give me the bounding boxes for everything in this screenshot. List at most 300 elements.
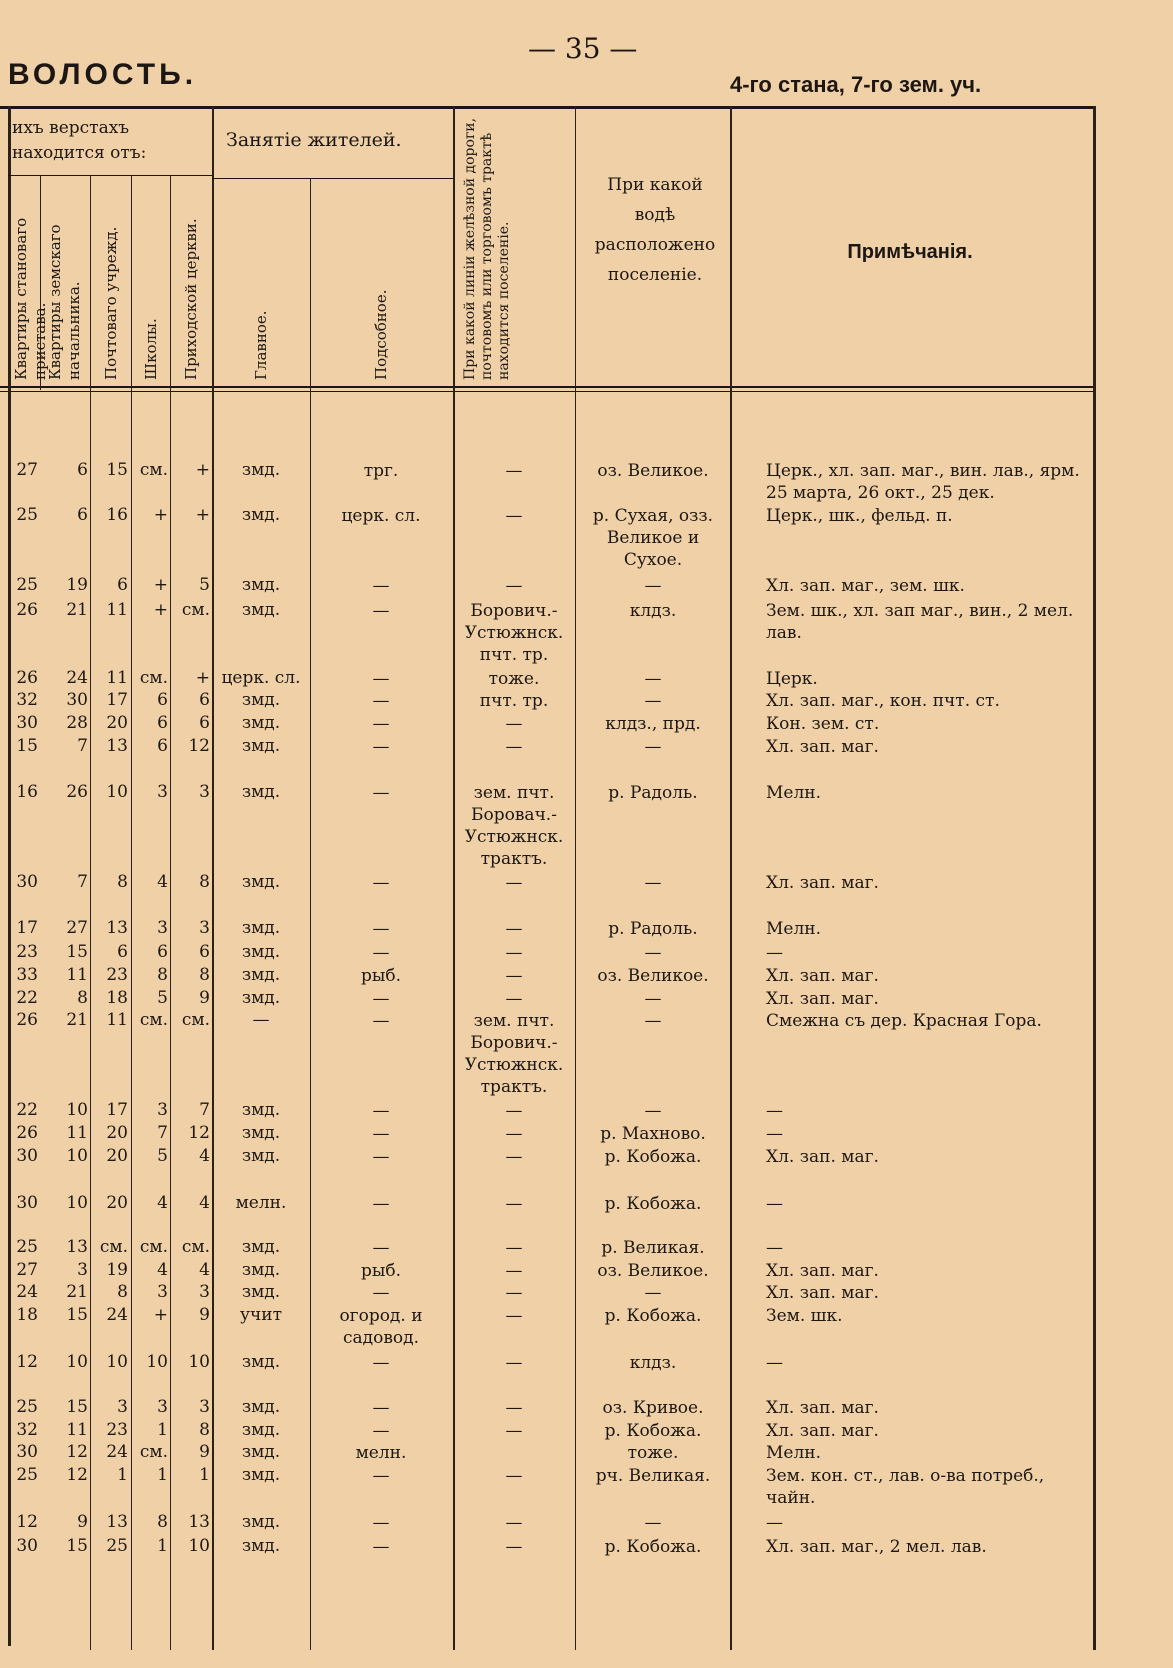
header-bottom-rule xyxy=(0,386,1095,388)
cell-p: 25 xyxy=(16,1465,38,1485)
cell-main: змд. xyxy=(241,965,281,985)
cell-water: р. Кобожа. xyxy=(604,1421,702,1441)
cell-notes: Мелн. xyxy=(766,919,822,939)
cell-c: 12 xyxy=(188,736,210,756)
cell-z: 30 xyxy=(66,690,88,710)
cell-main: церк. сл. xyxy=(221,668,301,688)
cell-p: 26 xyxy=(16,1123,38,1143)
cell-aux: — xyxy=(372,1101,390,1121)
cell-c: 6 xyxy=(199,942,210,962)
cell-po: 13 xyxy=(106,736,128,756)
cell-road: — xyxy=(505,1513,523,1533)
cell-c: 3 xyxy=(199,918,210,938)
cell-p: 12 xyxy=(16,1512,38,1532)
cell-z: 24 xyxy=(66,668,88,688)
cell-s: 3 xyxy=(157,1397,168,1417)
cell-s: 6 xyxy=(157,736,168,756)
cell-c: 10 xyxy=(188,1536,210,1556)
cell-aux: — xyxy=(372,943,390,963)
cell-main: змд. xyxy=(241,713,281,733)
cell-p: 30 xyxy=(16,1193,38,1213)
cell-z: 7 xyxy=(77,736,88,756)
cell-po: 23 xyxy=(106,1420,128,1440)
cell-po: 17 xyxy=(106,1100,128,1120)
cell-notes: Смежна съ дер. Красная Гора. xyxy=(766,1011,1042,1031)
cell-s: 6 xyxy=(157,713,168,733)
top-rule xyxy=(0,106,1095,109)
cell-main: змд. xyxy=(241,782,281,802)
cell-p: 26 xyxy=(16,668,38,688)
cell-z: 19 xyxy=(66,575,88,595)
cell-po: 11 xyxy=(106,1010,128,1030)
cell-water: — xyxy=(644,1101,662,1121)
cell-p: 30 xyxy=(16,1536,38,1556)
cell-aux: — xyxy=(372,1353,390,1373)
cell-road: — xyxy=(505,461,523,481)
cell-notes: Церк. xyxy=(766,669,818,689)
cell-notes: Хл. зап. маг. xyxy=(766,873,879,893)
col-post-header: Почтоваго учрежд. xyxy=(102,226,120,380)
cell-notes: — xyxy=(766,1194,783,1214)
cell-notes: — xyxy=(766,943,783,963)
cell-s: см. xyxy=(139,1237,168,1257)
cell-c: 3 xyxy=(199,782,210,802)
cell-aux: — xyxy=(372,576,390,596)
cell-c: + xyxy=(195,668,210,688)
cell-po: 6 xyxy=(117,942,128,962)
cell-water: р. Радоль. xyxy=(608,783,698,803)
cell-main: змд. xyxy=(241,575,281,595)
cell-aux: — xyxy=(372,691,390,711)
cell-notes: Церк., шк., фельд. п. xyxy=(766,506,953,526)
cell-water: оз. Великое. xyxy=(597,966,709,986)
cell-road: — xyxy=(505,1353,523,1373)
cell-po: 8 xyxy=(117,872,128,892)
cell-p: 25 xyxy=(16,505,38,525)
cell-road: — xyxy=(505,1398,523,1418)
cell-notes: Кон. зем. ст. xyxy=(766,714,880,734)
page-title: ВОЛОСТЬ. xyxy=(8,58,198,91)
cell-water: — xyxy=(644,576,662,596)
cell-po: 24 xyxy=(106,1305,128,1325)
cell-s: 4 xyxy=(157,872,168,892)
cell-road: — xyxy=(505,989,523,1009)
cell-po: 20 xyxy=(106,1123,128,1143)
cell-main: змд. xyxy=(241,1237,281,1257)
cell-aux: — xyxy=(372,714,390,734)
cell-main: змд. xyxy=(241,872,281,892)
cell-aux: — xyxy=(372,1466,390,1486)
cell-water: — xyxy=(644,1283,662,1303)
cell-main: змд. xyxy=(241,1146,281,1166)
cell-z: 3 xyxy=(77,1260,88,1280)
cell-main: змд. xyxy=(241,1512,281,1532)
cell-aux: — xyxy=(372,601,390,621)
cell-water: клдз. xyxy=(629,601,677,621)
cell-po: 15 xyxy=(106,460,128,480)
cell-aux: трг. xyxy=(363,461,399,481)
cell-aux: — xyxy=(372,873,390,893)
col-water-header: При какой водѣ расположено поселеніе. xyxy=(594,175,716,285)
cell-s: 3 xyxy=(157,1100,168,1120)
cell-s: см. xyxy=(139,1010,168,1030)
cell-road: зем. пчт. Боровач.-Устюжнск. трактъ. xyxy=(464,783,564,869)
cell-main: змд. xyxy=(241,1123,281,1143)
cell-p: 26 xyxy=(16,1010,38,1030)
cell-road: — xyxy=(505,576,523,596)
cell-road: — xyxy=(505,1238,523,1258)
cell-c: см. xyxy=(181,1237,210,1257)
col-notes-header: Примѣчанія. xyxy=(847,241,973,263)
cell-s: + xyxy=(153,1305,168,1325)
cell-water: рч. Великая. xyxy=(595,1466,711,1486)
cell-po: 17 xyxy=(106,690,128,710)
cell-water: — xyxy=(644,691,662,711)
stan-label: 4-го стана, 7-го зем. уч. xyxy=(730,72,982,97)
cell-aux: — xyxy=(372,669,390,689)
cell-p: 24 xyxy=(16,1282,38,1302)
cell-water: р. Кобожа. xyxy=(604,1147,702,1167)
cell-road: — xyxy=(505,943,523,963)
cell-c: 8 xyxy=(199,1420,210,1440)
cell-road: — xyxy=(505,1124,523,1144)
cell-po: 8 xyxy=(117,1282,128,1302)
cell-s: 6 xyxy=(157,690,168,710)
cell-main: змд. xyxy=(241,1442,281,1462)
cell-s: 8 xyxy=(157,965,168,985)
cell-z: 9 xyxy=(77,1512,88,1532)
cell-p: 32 xyxy=(16,690,38,710)
cell-p: 22 xyxy=(16,1100,38,1120)
cell-p: 15 xyxy=(16,736,38,756)
cell-aux: — xyxy=(372,919,390,939)
cell-main: змд. xyxy=(241,1352,281,1372)
cell-aux: — xyxy=(372,1513,390,1533)
cell-road: — xyxy=(505,1261,523,1281)
cell-po: 1 xyxy=(117,1465,128,1485)
cell-water: р. Кобожа. xyxy=(604,1306,702,1326)
cell-water: — xyxy=(644,943,662,963)
cell-p: 17 xyxy=(16,918,38,938)
cell-c: + xyxy=(195,505,210,525)
cell-main: змд. xyxy=(241,690,281,710)
cell-p: 30 xyxy=(16,1146,38,1166)
cell-water: — xyxy=(644,737,662,757)
cell-main: змд. xyxy=(241,1465,281,1485)
cell-water: р. Кобожа. xyxy=(604,1194,702,1214)
cell-road: — xyxy=(505,1194,523,1214)
cell-po: 3 xyxy=(117,1397,128,1417)
cell-road: Борович.-Устюжнск. пчт. тр. xyxy=(464,601,564,665)
cell-aux: — xyxy=(372,1194,390,1214)
cell-main: мелн. xyxy=(235,1193,287,1213)
cell-z: 15 xyxy=(66,1397,88,1417)
cell-s: 5 xyxy=(157,988,168,1008)
cell-c: 8 xyxy=(199,965,210,985)
col-road-header: При какой линіи желѣзной дороги, почтовомъ или торговомъ трактѣ находится поселеніе. xyxy=(462,117,512,380)
cell-aux: — xyxy=(372,1147,390,1167)
col-pristav-header: Квартиры становаго пристава. xyxy=(12,217,49,380)
cell-p: 23 xyxy=(16,942,38,962)
cell-aux: — xyxy=(372,1398,390,1418)
cell-s: 3 xyxy=(157,782,168,802)
cell-aux: — xyxy=(372,1537,390,1557)
cell-z: 12 xyxy=(66,1442,88,1462)
cell-z: 11 xyxy=(66,965,88,985)
cell-water: оз. Кривое. xyxy=(602,1398,704,1418)
cell-notes: Хл. зап. маг. xyxy=(766,989,879,1009)
group-rule xyxy=(8,175,212,176)
cell-c: 9 xyxy=(199,988,210,1008)
cell-po: см. xyxy=(99,1237,128,1257)
cell-c: 12 xyxy=(188,1123,210,1143)
cell-main: змд. xyxy=(241,942,281,962)
cell-s: + xyxy=(153,600,168,620)
cell-road: — xyxy=(505,1537,523,1557)
cell-z: 13 xyxy=(66,1237,88,1257)
cell-z: 15 xyxy=(66,942,88,962)
cell-main: змд. xyxy=(241,1397,281,1417)
cell-po: 19 xyxy=(106,1260,128,1280)
cell-c: 10 xyxy=(188,1352,210,1372)
cell-notes: Зем. шк. xyxy=(766,1306,843,1326)
cell-c: см. xyxy=(181,600,210,620)
cell-s: 1 xyxy=(157,1536,168,1556)
cell-p: 26 xyxy=(16,600,38,620)
cell-s: см. xyxy=(139,668,168,688)
cell-road: — xyxy=(505,714,523,734)
cell-z: 15 xyxy=(66,1536,88,1556)
cell-z: 15 xyxy=(66,1305,88,1325)
cell-road: зем. пчт. Борович.-Устюжнск. трактъ. xyxy=(464,1011,564,1097)
cell-water: — xyxy=(644,1011,662,1031)
cell-p: 22 xyxy=(16,988,38,1008)
cell-p: 32 xyxy=(16,1420,38,1440)
cell-water: — xyxy=(644,1513,662,1533)
cell-notes: Зем. шк., хл. зап маг., вин., 2 мел. лав. xyxy=(766,601,1074,643)
cell-s: см. xyxy=(139,460,168,480)
cell-z: 7 xyxy=(77,872,88,892)
cell-road: — xyxy=(505,1283,523,1303)
cell-main: змд. xyxy=(241,1536,281,1556)
cell-po: 18 xyxy=(106,988,128,1008)
cell-aux: — xyxy=(372,1124,390,1144)
cell-notes: Хл. зап. маг. xyxy=(766,1421,879,1441)
cell-main: змд. xyxy=(241,600,281,620)
cell-water: клдз. xyxy=(629,1353,677,1373)
cell-po: 20 xyxy=(106,713,128,733)
cell-p: 27 xyxy=(16,1260,38,1280)
cell-notes: — xyxy=(766,1513,783,1533)
cell-po: 10 xyxy=(106,782,128,802)
cell-s: + xyxy=(153,505,168,525)
cell-z: 27 xyxy=(66,918,88,938)
cell-z: 11 xyxy=(66,1420,88,1440)
cell-z: 8 xyxy=(77,988,88,1008)
occupation-group-header: Занятіе жителей. xyxy=(226,129,402,151)
cell-water: клдз., прд. xyxy=(605,714,701,734)
cell-c: 6 xyxy=(199,713,210,733)
grid-line xyxy=(1093,106,1096,1650)
cell-po: 16 xyxy=(106,505,128,525)
cell-c: 6 xyxy=(199,690,210,710)
cell-po: 13 xyxy=(106,918,128,938)
cell-main: змд. xyxy=(241,988,281,1008)
cell-p: 33 xyxy=(16,965,38,985)
cell-z: 26 xyxy=(66,782,88,802)
cell-c: + xyxy=(195,460,210,480)
cell-c: 7 xyxy=(199,1100,210,1120)
cell-aux: церк. сл. xyxy=(341,506,421,526)
cell-water: р. Сухая, озз. Великое и Сухое. xyxy=(592,506,714,570)
cell-po: 6 xyxy=(117,575,128,595)
cell-s: 8 xyxy=(157,1512,168,1532)
cell-po: 11 xyxy=(106,600,128,620)
cell-s: 6 xyxy=(157,942,168,962)
header-bottom-rule-2 xyxy=(0,391,1095,392)
cell-notes: Хл. зап. маг. xyxy=(766,1398,879,1418)
cell-z: 10 xyxy=(66,1193,88,1213)
cell-notes: — xyxy=(766,1101,783,1121)
cell-main: змд. xyxy=(241,1260,281,1280)
cell-s: 4 xyxy=(157,1193,168,1213)
cell-s: 10 xyxy=(146,1352,168,1372)
cell-po: 10 xyxy=(106,1352,128,1372)
cell-z: 6 xyxy=(77,460,88,480)
cell-po: 11 xyxy=(106,668,128,688)
cell-c: 8 xyxy=(199,872,210,892)
cell-road: — xyxy=(505,1101,523,1121)
cell-s: 1 xyxy=(157,1465,168,1485)
cell-s: 3 xyxy=(157,1282,168,1302)
cell-notes: Зем. кон. ст., лав. о-ва потреб., чайн. xyxy=(766,1466,1045,1508)
grid-line xyxy=(575,106,576,1650)
cell-z: 6 xyxy=(77,505,88,525)
cell-road: пчт. тр. xyxy=(479,691,549,711)
cell-z: 21 xyxy=(66,1010,88,1030)
cell-aux: рыб. xyxy=(360,966,402,986)
cell-s: 1 xyxy=(157,1420,168,1440)
cell-c: см. xyxy=(181,1010,210,1030)
cell-main: змд. xyxy=(241,460,281,480)
cell-p: 12 xyxy=(16,1352,38,1372)
cell-road: — xyxy=(505,1306,523,1326)
grid-line xyxy=(310,178,311,1650)
cell-p: 25 xyxy=(16,1397,38,1417)
col-aux-header: Подсобное. xyxy=(372,289,390,380)
cell-notes: Хл. зап. маг. xyxy=(766,1283,879,1303)
cell-road: — xyxy=(505,1466,523,1486)
cell-aux: рыб. xyxy=(360,1261,402,1281)
cell-p: 16 xyxy=(16,782,38,802)
cell-aux: — xyxy=(372,1283,390,1303)
cell-po: 25 xyxy=(106,1536,128,1556)
cell-water: р. Кобожа. xyxy=(604,1537,702,1557)
cell-notes: Церк., хл. зап. маг., вин. лав., ярм. 25 марта, 26 окт., 25 дек. xyxy=(766,461,1080,503)
cell-z: 10 xyxy=(66,1100,88,1120)
cell-notes: Хл. зап. маг., кон. пчт. ст. xyxy=(766,691,1000,711)
cell-p: 27 xyxy=(16,460,38,480)
cell-z: 21 xyxy=(66,600,88,620)
cell-c: 9 xyxy=(199,1305,210,1325)
cell-p: 25 xyxy=(16,575,38,595)
cell-notes: — xyxy=(766,1124,783,1144)
cell-po: 13 xyxy=(106,1512,128,1532)
cell-notes: Хл. зап. маг. xyxy=(766,1261,879,1281)
col-school-header: Школы. xyxy=(142,318,160,380)
cell-main: змд. xyxy=(241,505,281,525)
col-zemsky-header: Квартиры земскаго начальника. xyxy=(46,224,83,380)
cell-c: 4 xyxy=(199,1146,210,1166)
cell-notes: — xyxy=(766,1353,783,1373)
cell-s: + xyxy=(153,575,168,595)
cell-c: 4 xyxy=(199,1260,210,1280)
cell-road: тоже. xyxy=(488,669,540,689)
cell-aux: — xyxy=(372,989,390,1009)
cell-z: 10 xyxy=(66,1352,88,1372)
cell-water: — xyxy=(644,669,662,689)
cell-notes: Хл. зап. маг., зем. шк. xyxy=(766,576,965,596)
cell-c: 3 xyxy=(199,1397,210,1417)
cell-road: — xyxy=(505,737,523,757)
cell-c: 13 xyxy=(188,1512,210,1532)
cell-z: 21 xyxy=(66,1282,88,1302)
col-church-header: Приходской церкви. xyxy=(182,218,200,380)
cell-aux: — xyxy=(372,1421,390,1441)
cell-p: 30 xyxy=(16,1442,38,1462)
grid-line xyxy=(90,175,91,1650)
cell-water: — xyxy=(644,873,662,893)
cell-notes: Хл. зап. маг. xyxy=(766,737,879,757)
cell-water: р. Махново. xyxy=(600,1124,706,1144)
cell-po: 20 xyxy=(106,1193,128,1213)
cell-road: — xyxy=(505,1421,523,1441)
cell-main: змд. xyxy=(241,736,281,756)
cell-aux: — xyxy=(372,737,390,757)
cell-aux: — xyxy=(372,1238,390,1258)
cell-water: тоже. xyxy=(627,1443,679,1463)
col-main-header: Главное. xyxy=(252,310,270,380)
cell-z: 11 xyxy=(66,1123,88,1143)
cell-c: 4 xyxy=(199,1193,210,1213)
cell-z: 28 xyxy=(66,713,88,733)
grid-line xyxy=(730,106,732,1650)
cell-p: 25 xyxy=(16,1237,38,1257)
cell-c: 9 xyxy=(199,1442,210,1462)
cell-road: — xyxy=(505,1147,523,1167)
cell-main: змд. xyxy=(241,918,281,938)
cell-water: — xyxy=(644,989,662,1009)
cell-s: см. xyxy=(139,1442,168,1462)
cell-po: 20 xyxy=(106,1146,128,1166)
cell-p: 30 xyxy=(16,872,38,892)
cell-aux: мелн. xyxy=(355,1443,407,1463)
distance-group-header: ихъ верстахъ находится отъ: xyxy=(12,118,147,163)
cell-road: — xyxy=(505,506,523,526)
cell-p: 30 xyxy=(16,713,38,733)
cell-water: р. Великая. xyxy=(601,1238,705,1258)
cell-s: 3 xyxy=(157,918,168,938)
cell-p: 18 xyxy=(16,1305,38,1325)
cell-aux: — xyxy=(372,1011,390,1031)
cell-aux: огород. и садовод. xyxy=(339,1306,423,1348)
cell-s: 7 xyxy=(157,1123,168,1143)
cell-z: 10 xyxy=(66,1146,88,1166)
cell-po: 23 xyxy=(106,965,128,985)
cell-main: змд. xyxy=(241,1282,281,1302)
cell-notes: Хл. зап. маг., 2 мел. лав. xyxy=(766,1537,987,1557)
cell-notes: Мелн. xyxy=(766,783,822,803)
